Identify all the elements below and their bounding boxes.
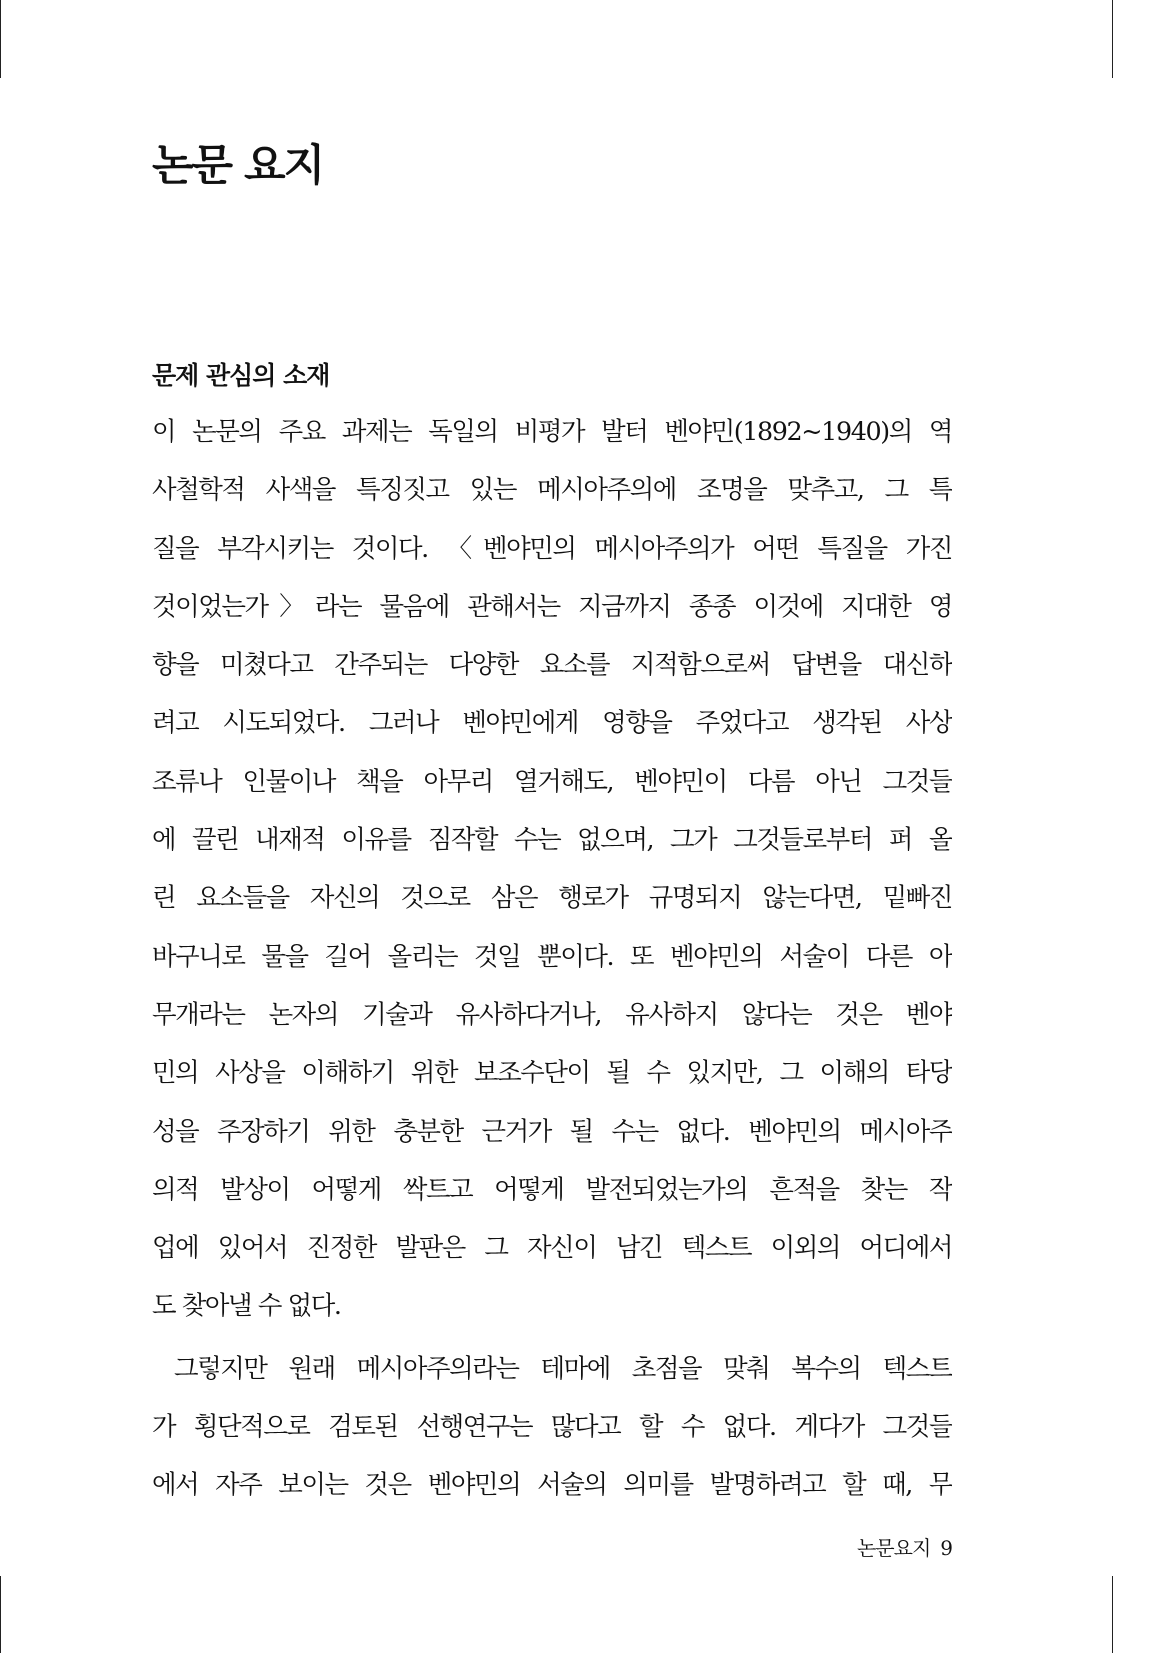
body-line: 그렇지만 원래 메시아주의라는 테마에 초점을 맞춰 복수의 텍스트 [174, 1352, 952, 1383]
crop-mark-bottom-left [0, 1576, 1, 1653]
crop-mark-bottom-right [1112, 1576, 1113, 1653]
crop-mark-top-right [1112, 0, 1113, 78]
body-line: 에서 자주 보이는 것은 벤야민의 서술의 의미를 발명하려고 할 때, 무 [152, 1469, 952, 1500]
body-text [152, 402, 952, 1514]
running-head: 논문요지 [856, 1536, 931, 1560]
body-line: 향을 미쳤다고 간주되는 다양한 요소를 지적함으로써 답변을 대신하 [152, 649, 952, 680]
body-line: 질을 부각시키는 것이다. 〈벤야민의 메시아주의가 어떤 특질을 가진 [152, 532, 952, 563]
body-line: 사철학적 사색을 특징짓고 있는 메시아주의에 조명을 맞추고, 그 특 [152, 474, 952, 505]
page-title: 논문 요지 [152, 141, 324, 191]
body-line: 성을 주장하기 위한 충분한 근거가 될 수는 없다. 벤야민의 메시아주 [152, 1115, 952, 1146]
body-line: 의적 발상이 어떻게 싹트고 어떻게 발전되었는가의 흔적을 찾는 작 [152, 1173, 952, 1204]
body-line: 것이었는가〉라는 물음에 관해서는 지금까지 종종 이것에 지대한 영 [152, 590, 952, 621]
page-number: 9 [940, 1536, 952, 1560]
body-line: 업에 있어서 진정한 발판은 그 자신이 남긴 텍스트 이외의 어디에서 [152, 1232, 952, 1263]
body-line: 린 요소들을 자신의 것으로 삼은 행로가 규명되지 않는다면, 밑빠진 [152, 882, 952, 913]
page-footer [857, 1532, 952, 1561]
body-line: 도 찾아낼 수 없다. [152, 1290, 341, 1321]
body-line: 조류나 인물이나 책을 아무리 열거해도, 벤야민이 다름 아닌 그것들 [152, 765, 952, 796]
body-line: 민의 사상을 이해하기 위한 보조수단이 될 수 있지만, 그 이해의 타당 [152, 1057, 952, 1088]
body-line: 가 횡단적으로 검토된 선행연구는 많다고 할 수 없다. 게다가 그것들 [152, 1411, 952, 1442]
body-line: 바구니로 물을 길어 올리는 것일 뿐이다. 또 벤야민의 서술이 다른 아 [152, 940, 952, 971]
body-line: 무개라는 논자의 기술과 유사하다거나, 유사하지 않다는 것은 벤야 [152, 998, 952, 1029]
body-line: 에 끌린 내재적 이유를 짐작할 수는 없으며, 그가 그것들로부터 퍼 올 [152, 824, 952, 855]
crop-mark-top-left [0, 0, 1, 78]
body-line: 이 논문의 주요 과제는 독일의 비평가 발터 벤야민(1892~1940)의 역 [152, 416, 952, 446]
body-line: 려고 시도되었다. 그러나 벤야민에게 영향을 주었다고 생각된 사상 [152, 707, 952, 738]
section-heading: 문제 관심의 소재 [152, 361, 330, 390]
